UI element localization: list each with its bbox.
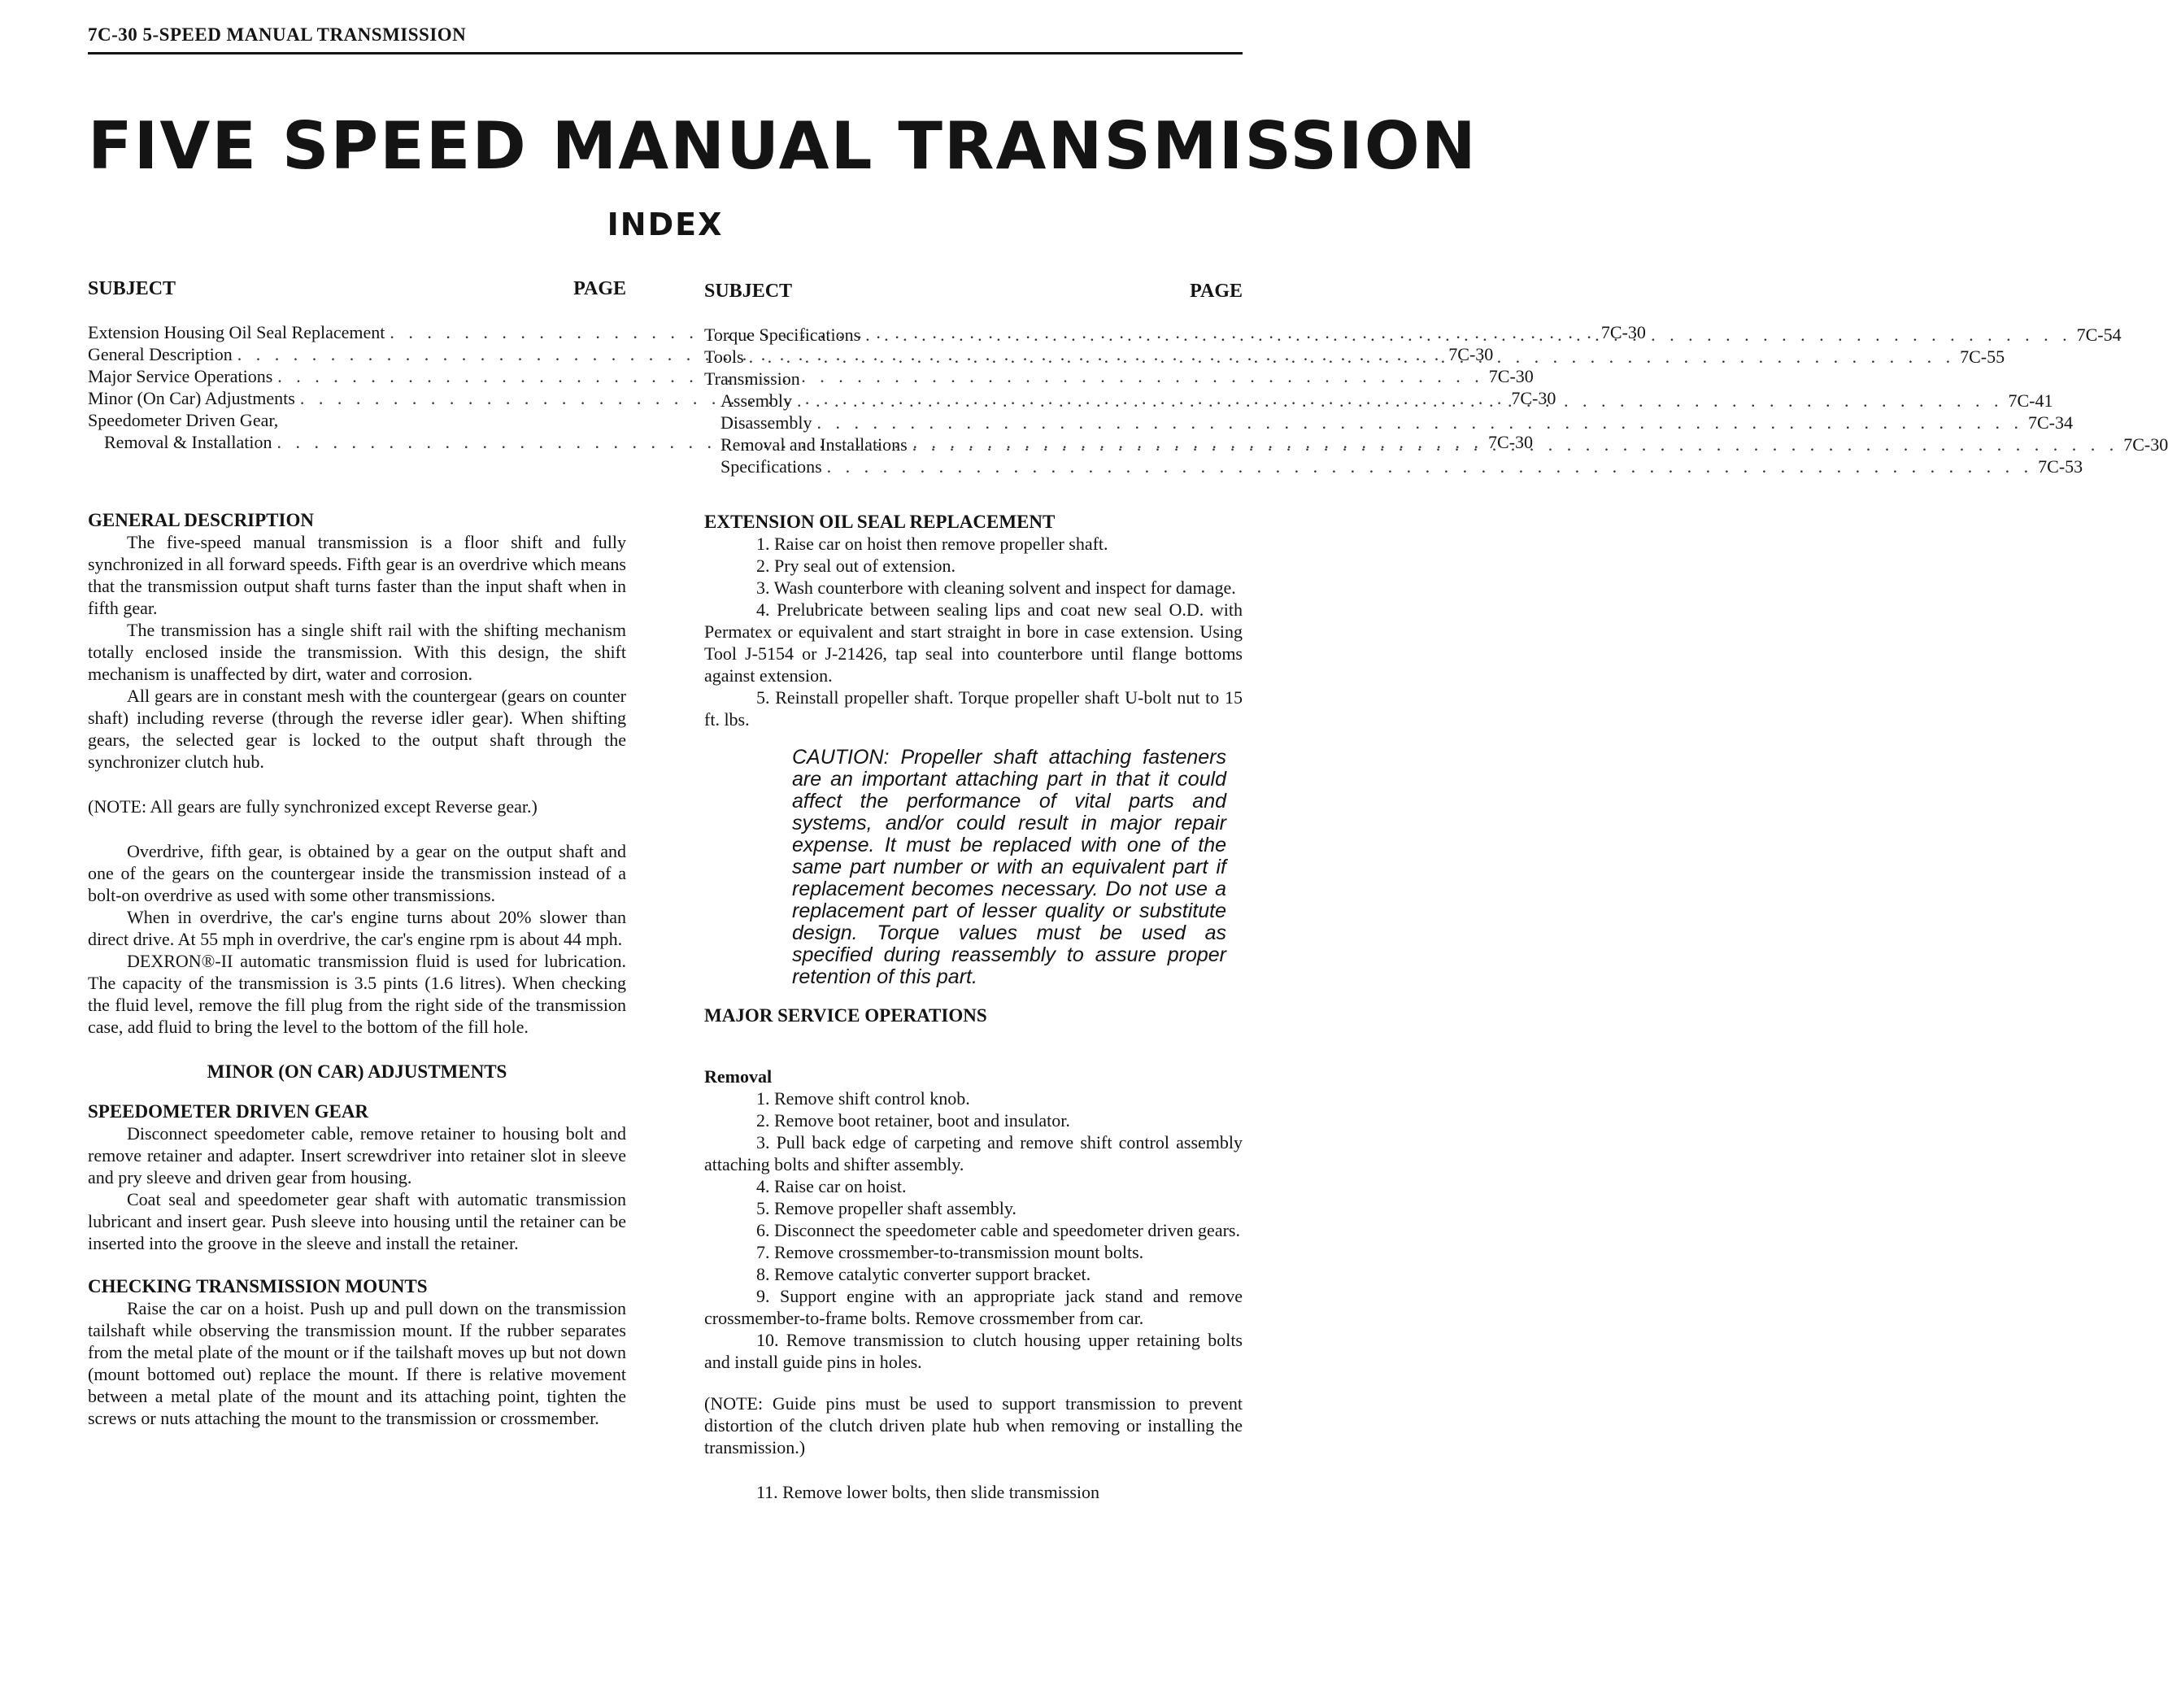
index-row-label: Minor (On Car) Adjustments [88, 388, 295, 408]
index-row-page: 7C-30 [1600, 322, 1646, 342]
index-row-label: Specifications [720, 456, 822, 477]
step: 6. Disconnect the speedometer cable and speedometer driven gears. [756, 1220, 1240, 1240]
index-row-label: Tools [704, 346, 744, 367]
index-row-page: 7C-41 [2008, 390, 2053, 411]
index-left-header [88, 278, 626, 300]
step: 1. Remove shift control knob. [756, 1088, 970, 1109]
paragraph: Overdrive, fifth gear, is obtained by a gear on the output shaft and one of the gears on the countergear inside the transmission instead of a bolt-on overdrive as used with some other transmissions. [88, 841, 626, 905]
index-row [88, 409, 626, 431]
step: 8. Remove catalytic converter support bracket. [756, 1264, 1091, 1284]
index-row-page: 7C-30 [1488, 432, 1534, 452]
paragraph: When in overdrive, the car's engine turns about 20% slower than direct drive. At 55 mph in overdrive, the car's engine rpm is about 44 mph. [88, 907, 626, 949]
speedometer-heading: SPEEDOMETER DRIVEN GEAR [88, 1101, 369, 1122]
paragraph: Coat seal and speedometer gear shaft with automatic transmission lubricant and insert gear. Push sleeve into housing until the retainer can be inserted into the groove in the sleeve and install the retainer. [88, 1189, 626, 1253]
extension-heading: EXTENSION OIL SEAL REPLACEMENT [704, 512, 1056, 532]
step: 11. Remove lower bolts, then slide transmission [756, 1482, 1100, 1502]
step: 4. Raise car on hoist. [756, 1176, 907, 1196]
step: 3. Wash counterbore with cleaning solvent and inspect for damage. [756, 577, 1236, 598]
step: 2. Pry seal out of extension. [756, 556, 956, 576]
leader-dots [749, 346, 1956, 368]
removal-heading: Removal [704, 1066, 773, 1087]
index-row [704, 455, 2083, 477]
index-row-label: Disassembly [720, 412, 812, 433]
index-row-label: Removal and Installations [720, 434, 908, 455]
running-head: 7C-30 5-SPEED MANUAL TRANSMISSION [88, 24, 467, 45]
leader-dots [816, 412, 2023, 434]
minor-adjustments-heading: MINOR (ON CAR) ADJUSTMENTS [207, 1061, 507, 1082]
general-description-heading: GENERAL DESCRIPTION [88, 510, 314, 530]
index-right [704, 281, 2168, 477]
paragraph: DEXRON®-II automatic transmission fluid is used for lubrication. The capacity of the transmission is 3.5 pints (1.6 litres). When checking the fluid level, remove the fill plug from the right side of the transmission case, add fluid to bring the level to the bottom of the fill hole. [88, 951, 626, 1037]
index-title: INDEX [607, 207, 724, 242]
page-label: PAGE [1190, 281, 1243, 302]
leader-dots [912, 434, 2119, 455]
step: 3. Pull back edge of carpeting and remove shift control assembly attaching bolts and shifter assembly. [704, 1132, 1243, 1174]
leader-dots [865, 324, 2072, 346]
header-rule [88, 52, 1243, 54]
index-row-page: 7C-30 [1511, 388, 1556, 408]
paragraph: Disconnect speedometer cable, remove retainer to housing bolt and remove retainer and adapter. Insert screwdriver into retainer slot in sleeve and pry sleeve and driven gear from housing. [88, 1123, 626, 1187]
step: 2. Remove boot retainer, boot and insulator. [756, 1110, 1070, 1131]
right-body-column [704, 511, 1243, 1503]
leader-dots [827, 455, 2034, 477]
index-row-page: 7C-30 [2123, 434, 2168, 455]
index-row-page: 7C-30 [1488, 366, 1534, 386]
index-row [704, 434, 2168, 455]
major-service-heading: MAJOR SERVICE OPERATIONS [704, 1005, 987, 1026]
index-row-label: Transmission [704, 368, 800, 389]
index-row-label: Extension Housing Oil Seal Replacement [88, 322, 385, 342]
index-row-page: 7C-53 [2038, 456, 2083, 477]
index-right-header [704, 281, 1243, 303]
note: (NOTE: All gears are fully synchronized except Reverse gear.) [88, 796, 538, 817]
note: (NOTE: Guide pins must be used to support transmission to prevent distortion of the clutch driven plate hub when removing or installing the transmission.) [704, 1393, 1243, 1457]
subject-label: SUBJECT [88, 278, 176, 299]
step: 1. Raise car on hoist then remove propeller shaft. [756, 534, 1108, 554]
index-row-page: 7C-54 [2076, 325, 2122, 345]
step: 5. Reinstall propeller shaft. Torque propeller shaft U-bolt nut to 15 ft. lbs. [704, 687, 1243, 730]
subject-label: SUBJECT [704, 281, 793, 302]
index-row-label: Removal & Installation [104, 432, 272, 452]
paragraph: Raise the car on a hoist. Push up and pull down on the transmission tailshaft while observing the transmission mount. If the rubber separates from the metal plate of the mount or if the tailshaft moves up but not down (mount bottomed out) replace the mount. If there is relative movement between a metal plate of the mount and its attaching point, tighten the screws or nuts attaching the mount to the transmission or crossmember. [88, 1298, 626, 1428]
mounts-heading: CHECKING TRANSMISSION MOUNTS [88, 1276, 428, 1296]
page-title: FIVE SPEED MANUAL TRANSMISSION [88, 108, 1478, 184]
step: 9. Support engine with an appropriate jack stand and remove crossmember-to-frame bolts. Remove crossmember from car. [704, 1286, 1243, 1328]
index-row [704, 412, 2073, 434]
leader-dots [797, 390, 2004, 412]
step: 4. Prelubricate between sealing lips and coat new seal O.D. with Permatex or equivalent and start straight in bore in case extension. Using Tool J-5154 or J-21426, tap seal into counterbore until flange bottoms against extension. [704, 599, 1243, 686]
index-row-label: Speedometer Driven Gear, [88, 410, 279, 430]
paragraph: The five-speed manual transmission is a floor shift and fully synchronized in all forward speeds. Fifth gear is an overdrive which means that the transmission output shaft turns faster than the input shaft when in fifth gear. [88, 532, 626, 618]
step: 7. Remove crossmember-to-transmission mount bolts. [756, 1242, 1144, 1262]
index-row-label: Major Service Operations [88, 366, 273, 386]
index-row-label: Torque Specifications [704, 325, 861, 345]
paragraph: All gears are in constant mesh with the countergear (gears on counter shaft) including reverse (through the reverse idler gear). When shifting gears, the selected gear is locked to the output shaft through the synchronizer clutch hub. [88, 686, 626, 772]
index-row-page: 7C-30 [1448, 344, 1494, 364]
index-row-page: 7C-55 [1960, 346, 2005, 367]
step: 5. Remove propeller shaft assembly. [756, 1198, 1017, 1218]
index-row-page: 7C-34 [2027, 412, 2073, 433]
index-row-label: General Description [88, 344, 233, 364]
paragraph: The transmission has a single shift rail with the shifting mechanism totally enclosed inside the transmission. With this design, the shift mechanism is unaffected by dirt, water and corrosion. [88, 620, 626, 684]
left-body-column [88, 509, 626, 1429]
caution-note: CAUTION: Propeller shaft attaching fasteners are an important attaching part in that it could affect the performance of vital parts and systems, and/or could result in major repair expense. It must be replaced with one of the same part number or with an equivalent part if replacement becomes necessary. Do not use a replacement part of lesser quality or substitute design. Torque values must be used as specified during reassembly to assure proper retention of this part. [792, 746, 1226, 988]
page-label: PAGE [573, 278, 626, 299]
index-row [704, 368, 1243, 390]
step: 10. Remove transmission to clutch housing upper retaining bolts and install guide pins in holes. [704, 1330, 1243, 1372]
index-row-label: Assembly [720, 390, 792, 411]
